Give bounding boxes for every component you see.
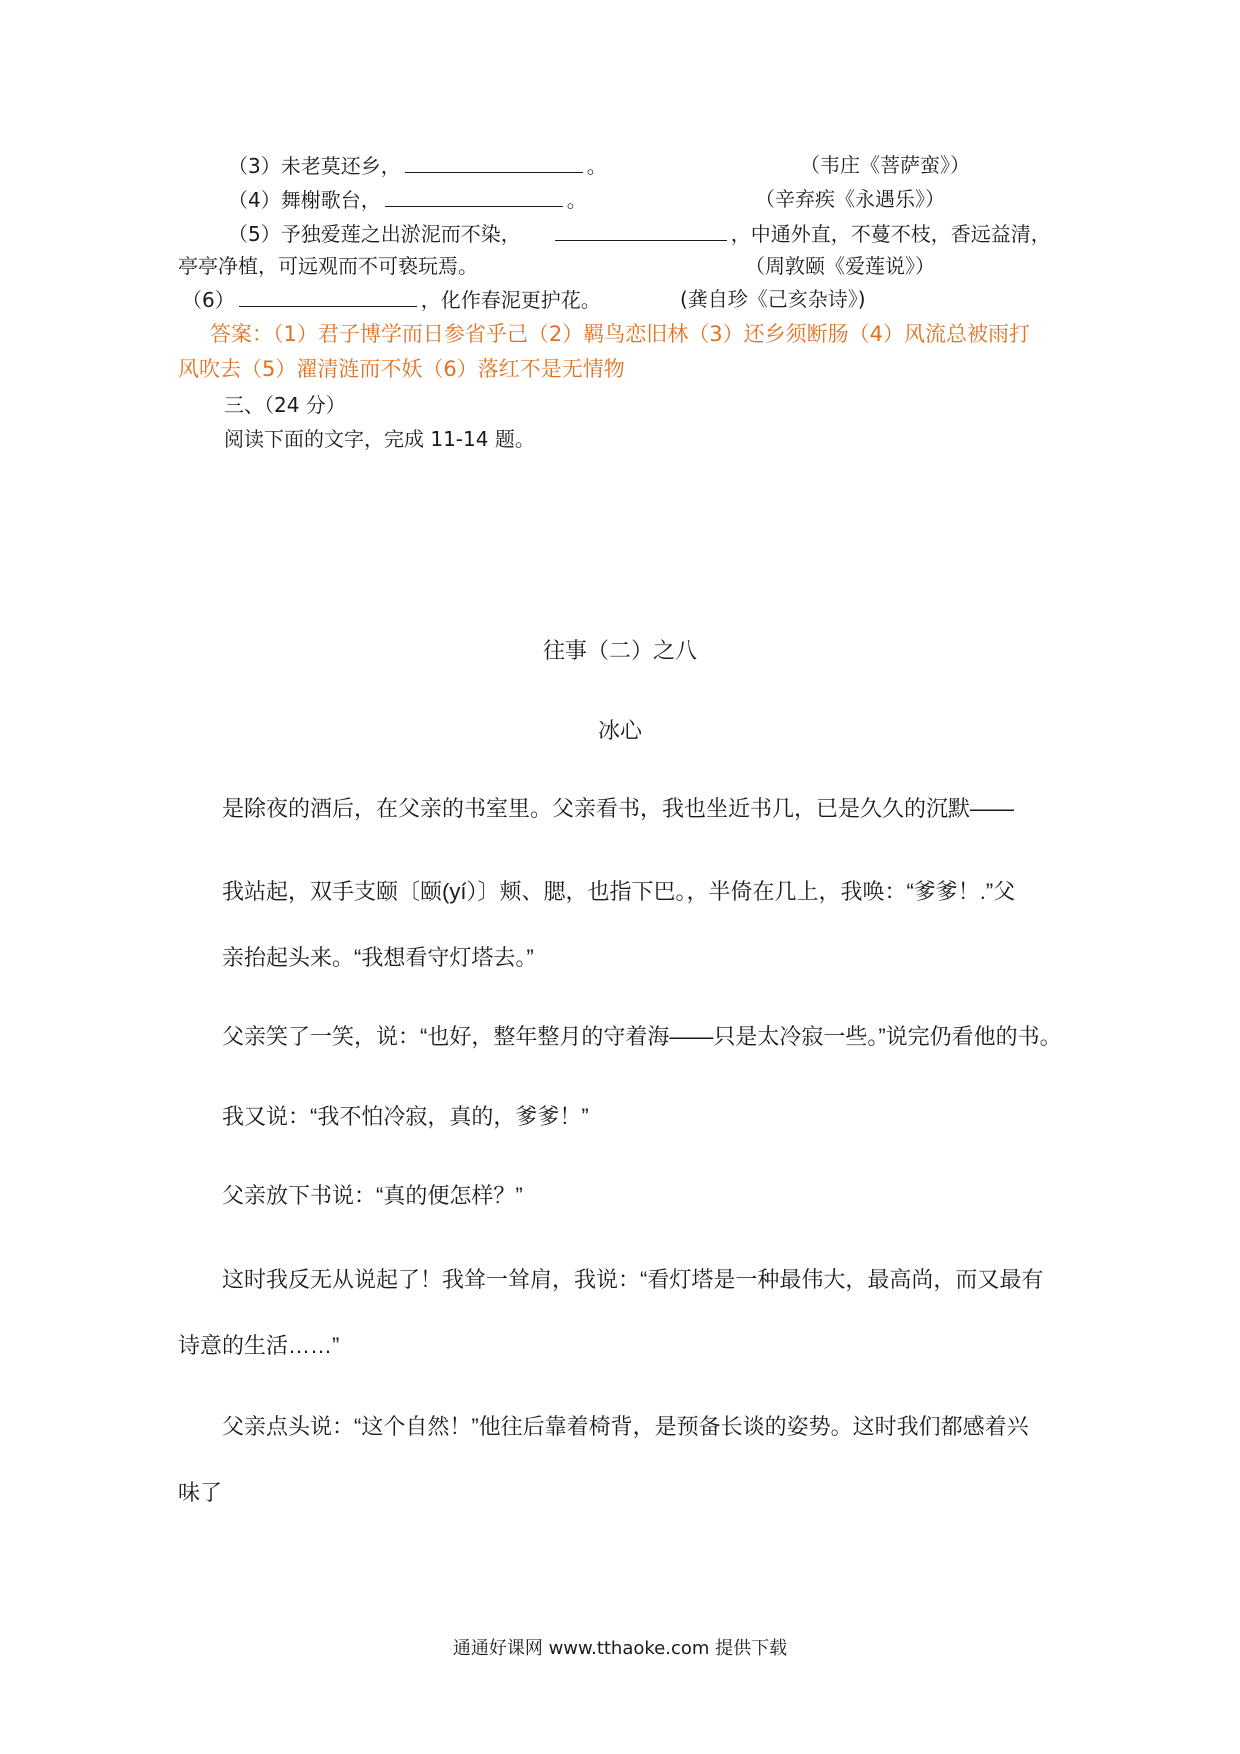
question-6 xyxy=(182,286,601,313)
paragraph-5: 父亲放下书说：“真的便怎样？” xyxy=(222,1183,523,1208)
paragraph-1: 是除夜的酒后，在父亲的书室里。父亲看书，我也坐近书几，已是久久的沉默—— xyxy=(222,796,1015,821)
answer-blank-6 xyxy=(239,286,417,307)
answer-blank-3 xyxy=(405,152,583,173)
question-4 xyxy=(228,186,587,213)
paragraph-4: 我又说：“我不怕冷寂，真的，爹爹！” xyxy=(222,1104,589,1129)
paragraph-6-line-1: 这时我反无从说起了！我耸一耸肩，我说：“看灯塔是一种最伟大，最高尚，而又最有 xyxy=(222,1267,1044,1292)
answer-blank-4 xyxy=(385,186,563,207)
paragraph-7-line-2: 味了 xyxy=(178,1480,223,1505)
question-5-source: （周敦颐《爱莲说》） xyxy=(745,254,935,278)
question-4-source: （辛弃疾《永遇乐》） xyxy=(755,187,945,211)
paragraph-2-line-1: 我站起，双手支颐〔颐(yí）〕颊、腮，也指下巴。，半倚在几上，我唤：“爹爹！.”父 xyxy=(222,879,1016,904)
question-3 xyxy=(228,152,607,179)
paragraph-6-line-2: 诗意的生活……” xyxy=(178,1333,340,1358)
question-3-end: 。 xyxy=(586,154,607,178)
paragraph-2-line-2: 亲抬起头来。“我想看守灯塔去。” xyxy=(222,945,534,970)
question-4-prompt: （4）舞榭歌台， xyxy=(228,188,381,212)
question-6-end: ，化作春泥更护花。 xyxy=(420,288,601,312)
paragraph-7-line-1: 父亲点头说：“这个自然！”他往后靠着椅背，是预备长谈的姿势。这时我们都感着兴 xyxy=(222,1414,1029,1439)
answer-blank-5 xyxy=(555,220,727,241)
question-4-end: 。 xyxy=(566,188,587,212)
question-5 xyxy=(228,220,1051,247)
answer-line-1: 答案：（1）君子博学而日参省乎己（2）羁鸟恋旧林（3）还乡须断肠（4）风流总被雨打 xyxy=(210,322,1030,346)
question-3-source: （韦庄《菩萨蛮》） xyxy=(800,153,970,177)
question-3-prompt: （3）未老莫还乡， xyxy=(228,154,401,178)
question-5-end: ，中通外直，不蔓不枝，香远益清， xyxy=(730,222,1051,246)
article-title: 往事（二）之八 xyxy=(542,639,697,664)
paragraph-3: 父亲笑了一笑，说：“也好，整年整月的守着海——只是太冷寂一些。”说完仍看他的书。 xyxy=(222,1024,1062,1049)
section-heading: 三、（24 分） xyxy=(224,393,346,417)
question-5-prompt: （5）予独爱莲之出淤泥而不染， xyxy=(228,222,521,246)
article-author: 冰心 xyxy=(597,719,642,744)
question-5-line2: 亭亭净植，可远观而不可亵玩焉。 xyxy=(178,254,478,278)
section-instruction: 阅读下面的文字，完成 11-14 题。 xyxy=(224,427,535,451)
question-6-prompt: （6） xyxy=(182,288,235,312)
answer-line-2: 风吹去（5）濯清涟而不妖（6）落红不是无情物 xyxy=(178,357,625,381)
page-footer: 通通好课网 www.tthaoke.com 提供下载 xyxy=(452,1638,788,1659)
question-6-source: (龚自珍《己亥杂诗》) xyxy=(680,287,866,311)
